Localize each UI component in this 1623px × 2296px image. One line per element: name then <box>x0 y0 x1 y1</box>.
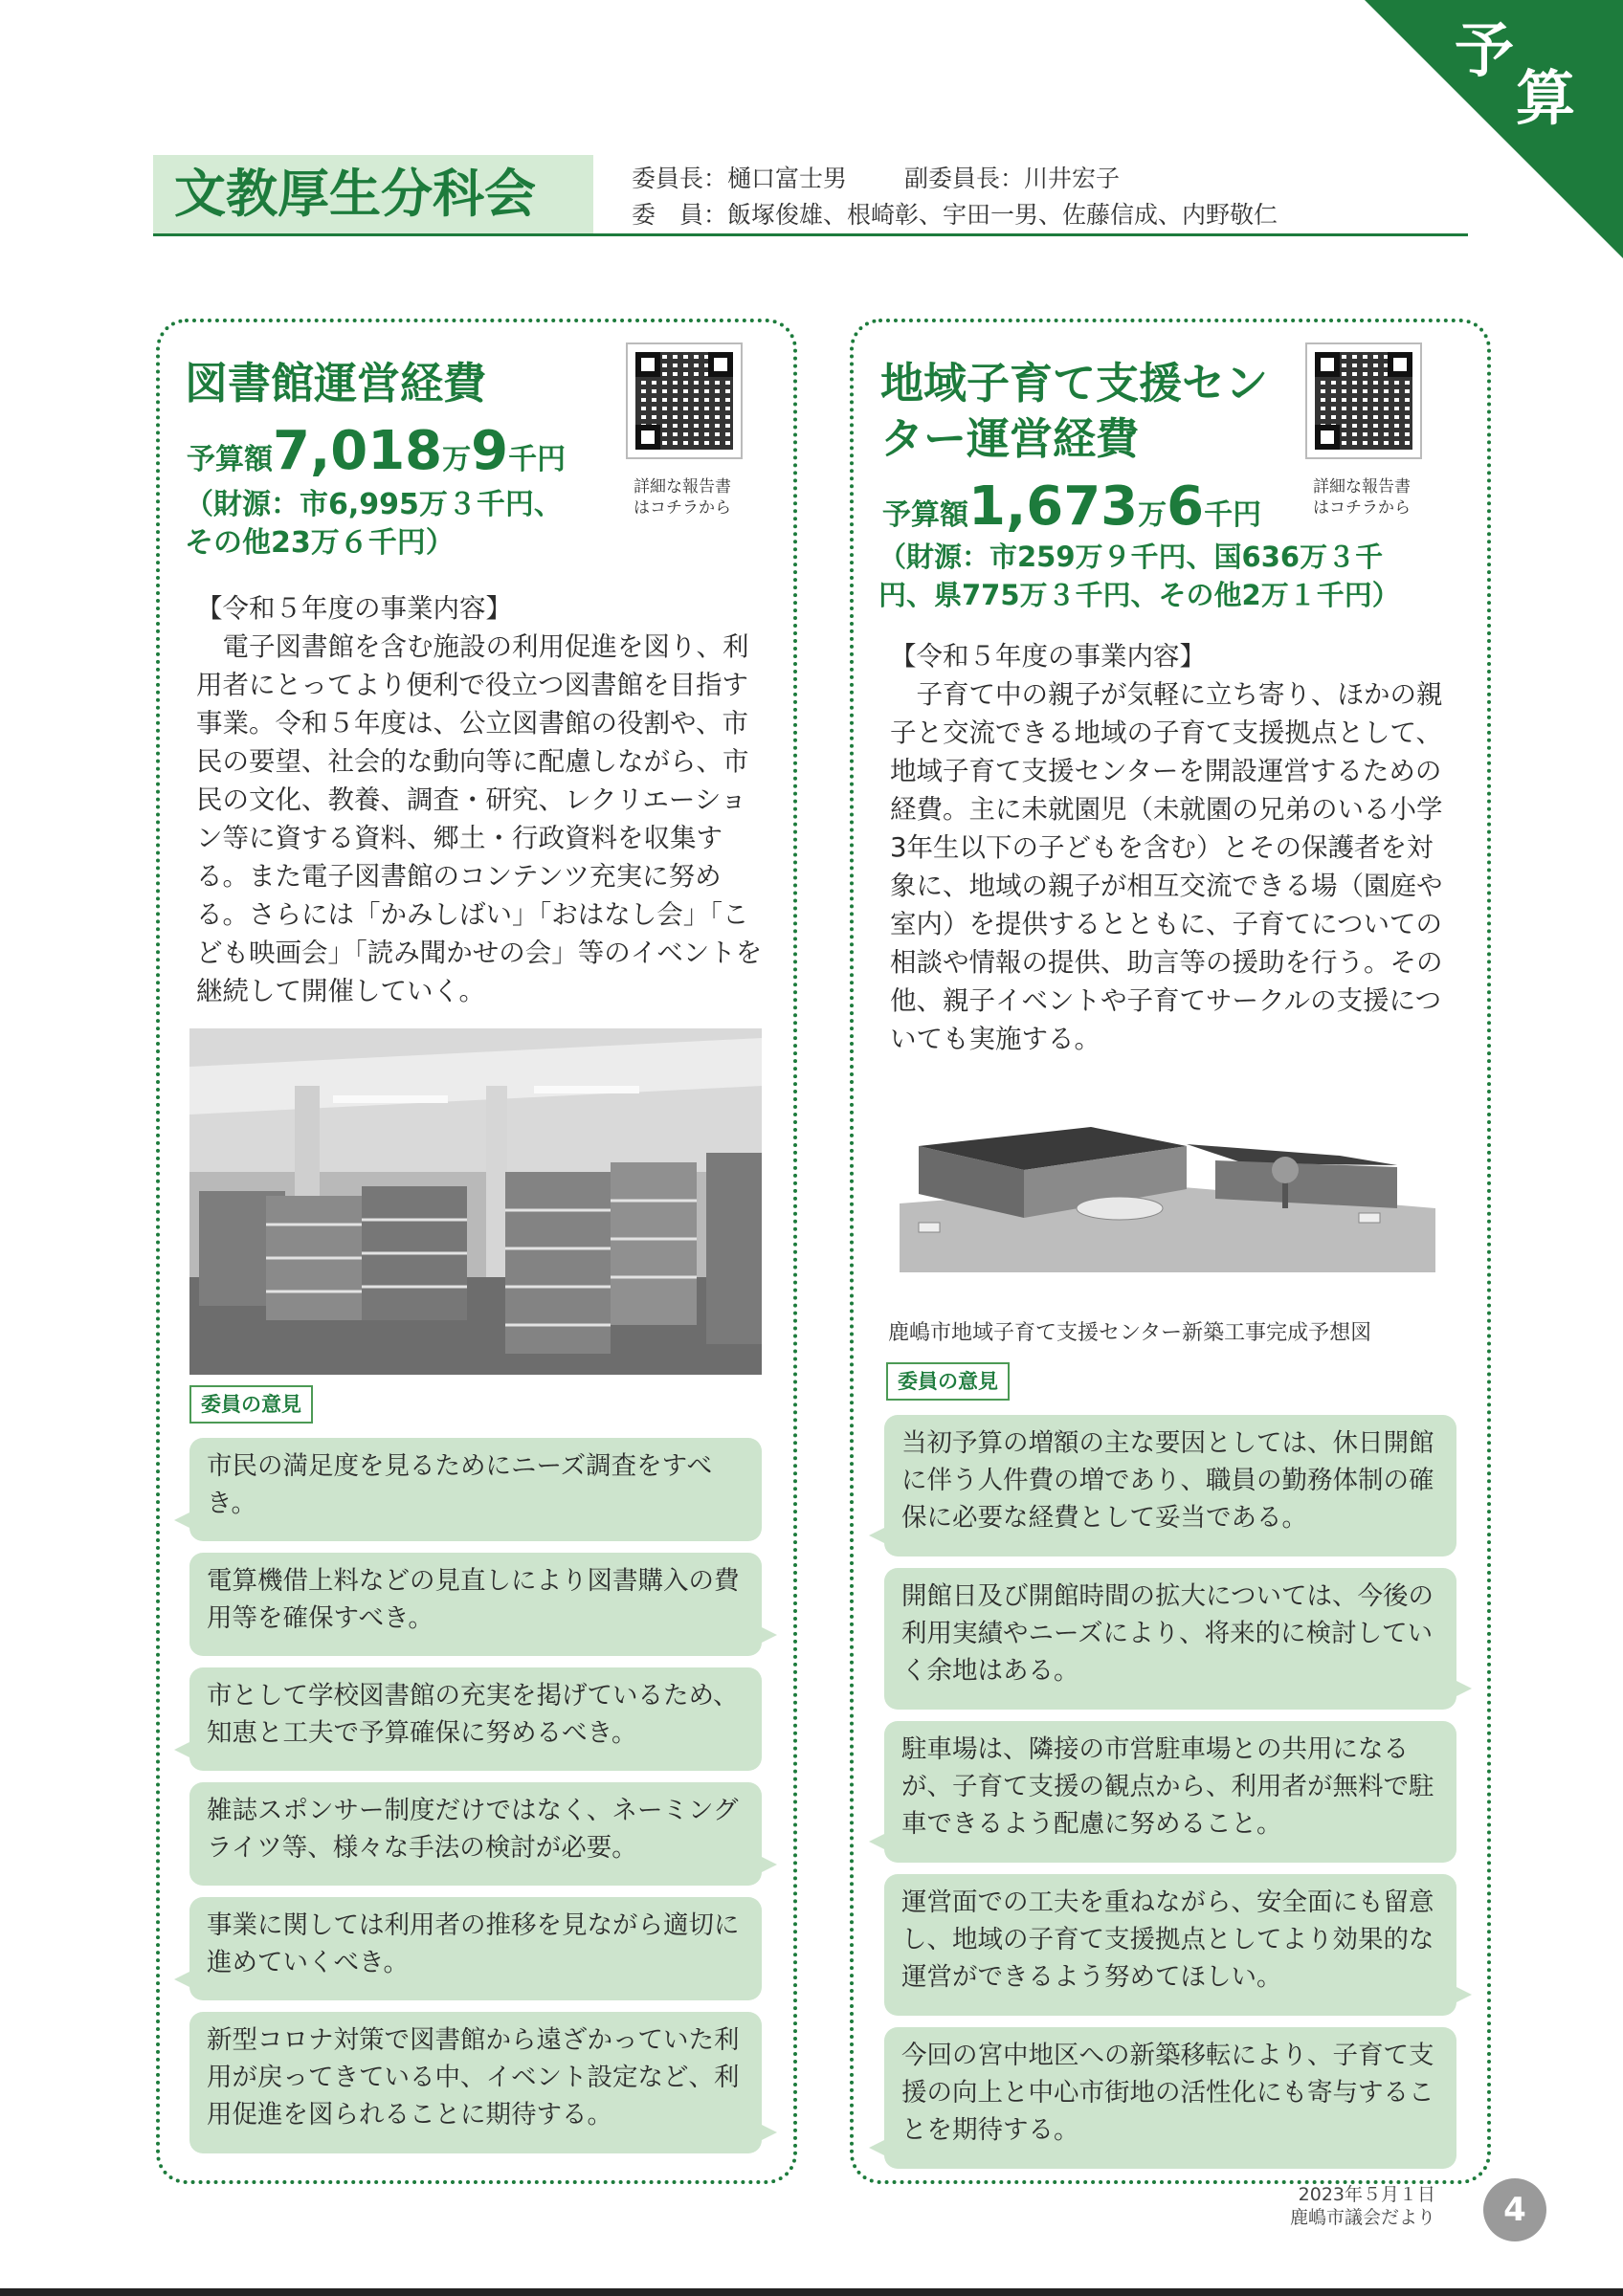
left-qr-code[interactable] <box>626 342 743 459</box>
left-opinion-4: 雑誌スポンサー制度だけではなく、ネーミングライツ等、様々な手法の検討が必要。 <box>189 1782 762 1886</box>
left-opinion-6: 新型コロナ対策で図書館から遠ざかっていた利用が戻ってきている中、イベント設定など、利用促進を図られることに期待する。 <box>189 2012 762 2153</box>
right-budget: 予算額1,673万6千円 <box>882 475 1262 538</box>
issue-date: 2023年５月１日 <box>1298 2184 1435 2205</box>
right-qr-caption: 詳細な報告書 はコチラから <box>1313 477 1411 518</box>
right-image-caption: 鹿嶋市地域子育て支援センター新築工事完成予想図 <box>888 1321 1372 1345</box>
right-qr-code[interactable] <box>1305 342 1422 459</box>
left-title: 図書館運営経費 <box>185 358 487 408</box>
right-opinion-label: 委員の意見 <box>886 1362 1010 1401</box>
footer-info <box>1273 2183 1435 2229</box>
right-content: 【令和５年度の事業内容】 子育て中の親子が気軽に立ち寄り、ほかの親子と交流できる地域の子育て支援拠点として、地域子育て支援センターを開設運営するための経費。主に未就園児（未就園の兄弟のいる小学3年生以下の子どもを含む）とその保護者を対象に、地域の親子が相互交流できる場（園庭や室内）を提供するとともに、子育てについての相談や情報の提供、助言等の援助を行う。その他、親子イベントや子育てサークルの支援についても実施する。 <box>890 641 1443 1054</box>
publication-name: 鹿嶋市議会だより <box>1289 2207 1435 2228</box>
left-opinion-label: 委員の意見 <box>189 1385 313 1424</box>
page-number: 4 <box>1483 2178 1546 2241</box>
committee-header <box>153 155 1468 236</box>
section-label: 予 算 <box>1455 15 1576 133</box>
header-rule <box>153 233 1468 236</box>
chair: 委員長：樋口富士男 <box>632 165 848 192</box>
left-opinion-2: 電算機借上料などの見直しにより図書購入の費用等を確保すべき。 <box>189 1553 762 1656</box>
bottom-bar <box>0 2288 1623 2296</box>
vice-chair: 副委員長：川井宏子 <box>904 165 1121 192</box>
left-funding-source: （財源：市6,995万３千円、 その他23万６千円） <box>185 488 563 560</box>
right-opinion-4: 運営面での工夫を重ねながら、安全面にも留意し、地域の子育て支援拠点としてより効果的な運営ができるよう努めてほしい。 <box>884 1874 1456 2016</box>
members: 委 員：飯塚俊雄、根崎彰、宇田一男、佐藤信成、内野敬仁 <box>632 201 1278 229</box>
committee-members <box>632 161 1278 233</box>
left-opinion-3: 市として学校図書館の充実を掲げているため、知恵と工夫で予算確保に努めるべき。 <box>189 1667 762 1771</box>
right-opinion-1: 当初予算の増額の主な要因としては、休日開館に伴う人件費の増であり、職員の勤務体制の確保に必要な経費として妥当である。 <box>884 1415 1456 1556</box>
library-interior-photo <box>189 1028 762 1375</box>
right-opinion-3: 駐車場は、隣接の市営駐車場との共用になるが、子育て支援の観点から、利用者が無料で駐車できるよう配慮に努めること。 <box>884 1721 1456 1863</box>
left-qr-caption: 詳細な報告書 はコチラから <box>634 477 731 518</box>
left-opinion-1: 市民の満足度を見るためにニーズ調査をすべき。 <box>189 1438 762 1541</box>
left-content: 【令和５年度の事業内容】 電子図書館を含む施設の利用促進を図り、利用者にとってより便利で役立つ図書館を目指す事業。令和５年度は、公立図書館の役割や、市民の要望、社会的な動向等に配慮しながら、市民の文化、教養、調査・研究、レクリエーション等に資する資料、郷土・行政資料を収集する。また電子図書館のコンテンツ充実に努める。さらには「かみしばい」「おはなし会」「こども映画会」「読み聞かせの会」等のイベントを継続して開催していく。 <box>196 593 763 1006</box>
right-title: 地域子育て支援セン ター運営経費 <box>880 358 1269 464</box>
right-funding-source: （財源：市259万９千円、国636万３千 円、県775万３千円、その他2万１千円） <box>878 541 1400 611</box>
left-opinion-5: 事業に関しては利用者の推移を見ながら適切に進めていくべき。 <box>189 1897 762 2000</box>
committee-title: 文教厚生分科会 <box>153 155 593 233</box>
right-opinion-2: 開館日及び開館時間の拡大については、今後の利用実績やニーズにより、将来的に検討していく余地はある。 <box>884 1568 1456 1710</box>
left-budget: 予算額7,018万9千円 <box>187 420 567 482</box>
childcare-center-rendering <box>900 1117 1435 1272</box>
right-opinion-5: 今回の宮中地区への新築移転により、子育て支援の向上と中心市街地の活性化にも寄与することを期待する。 <box>884 2027 1456 2169</box>
